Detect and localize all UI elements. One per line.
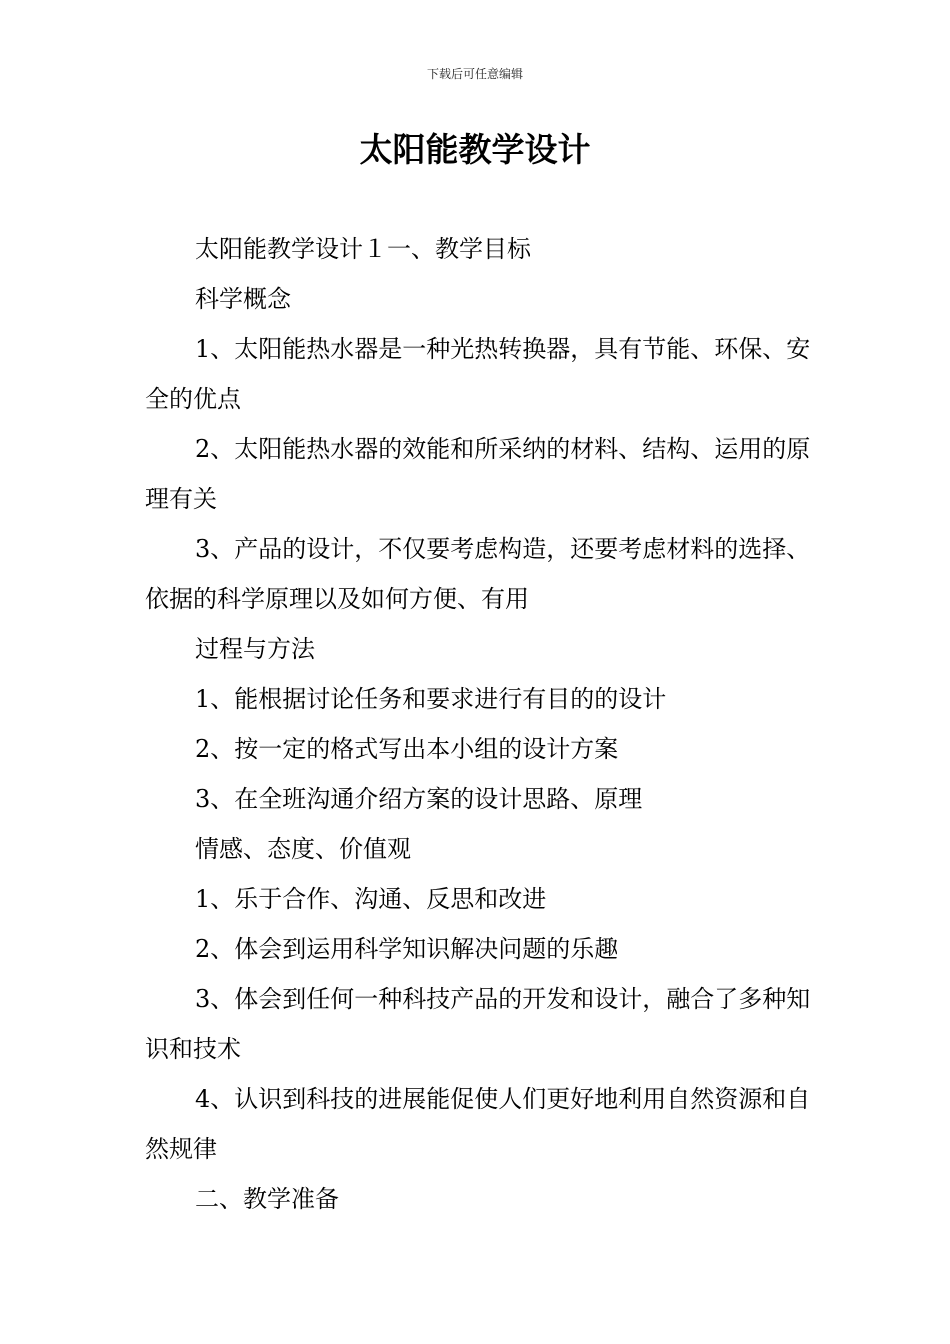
paragraph-section-two-heading: 二、教学准备: [195, 1185, 339, 1213]
paragraph-attitude-values-heading: 情感、态度、价值观: [195, 835, 411, 863]
paragraph: 3、产品的设计，不仅要考虑构造，还要考虑材料的选择、依据的科学原理以及如何方便、有用: [145, 535, 811, 613]
paragraph: 1、能根据讨论任务和要求进行有目的的设计: [195, 685, 667, 713]
paragraph: 2、按一定的格式写出本小组的设计方案: [195, 735, 619, 763]
paragraph: 2、太阳能热水器的效能和所采纳的材料、结构、运用的原理有关: [145, 435, 811, 513]
paragraph-process-method-heading: 过程与方法: [195, 635, 315, 663]
paragraph: 3、体会到任何一种科技产品的开发和设计，融合了多种知识和技术: [145, 985, 811, 1063]
paragraph: 3、在全班沟通介绍方案的设计思路、原理: [195, 785, 643, 813]
paragraph-section-one-heading: 太阳能教学设计１一、教学目标: [195, 235, 531, 263]
header-note: 下载后可任意编辑: [426, 67, 523, 81]
paragraph: 2、体会到运用科学知识解决问题的乐趣: [195, 935, 619, 963]
document-body: [145, 224, 825, 1224]
document-title: 太阳能教学设计: [359, 130, 591, 169]
paragraph-science-concept-heading: 科学概念: [195, 285, 291, 313]
paragraph: 1、太阳能热水器是一种光热转换器，具有节能、环保、安全的优点: [145, 335, 811, 413]
paragraph: 4、认识到科技的进展能促使人们更好地利用自然资源和自然规律: [145, 1085, 811, 1163]
paragraph: 1、乐于合作、沟通、反思和改进: [195, 885, 547, 913]
